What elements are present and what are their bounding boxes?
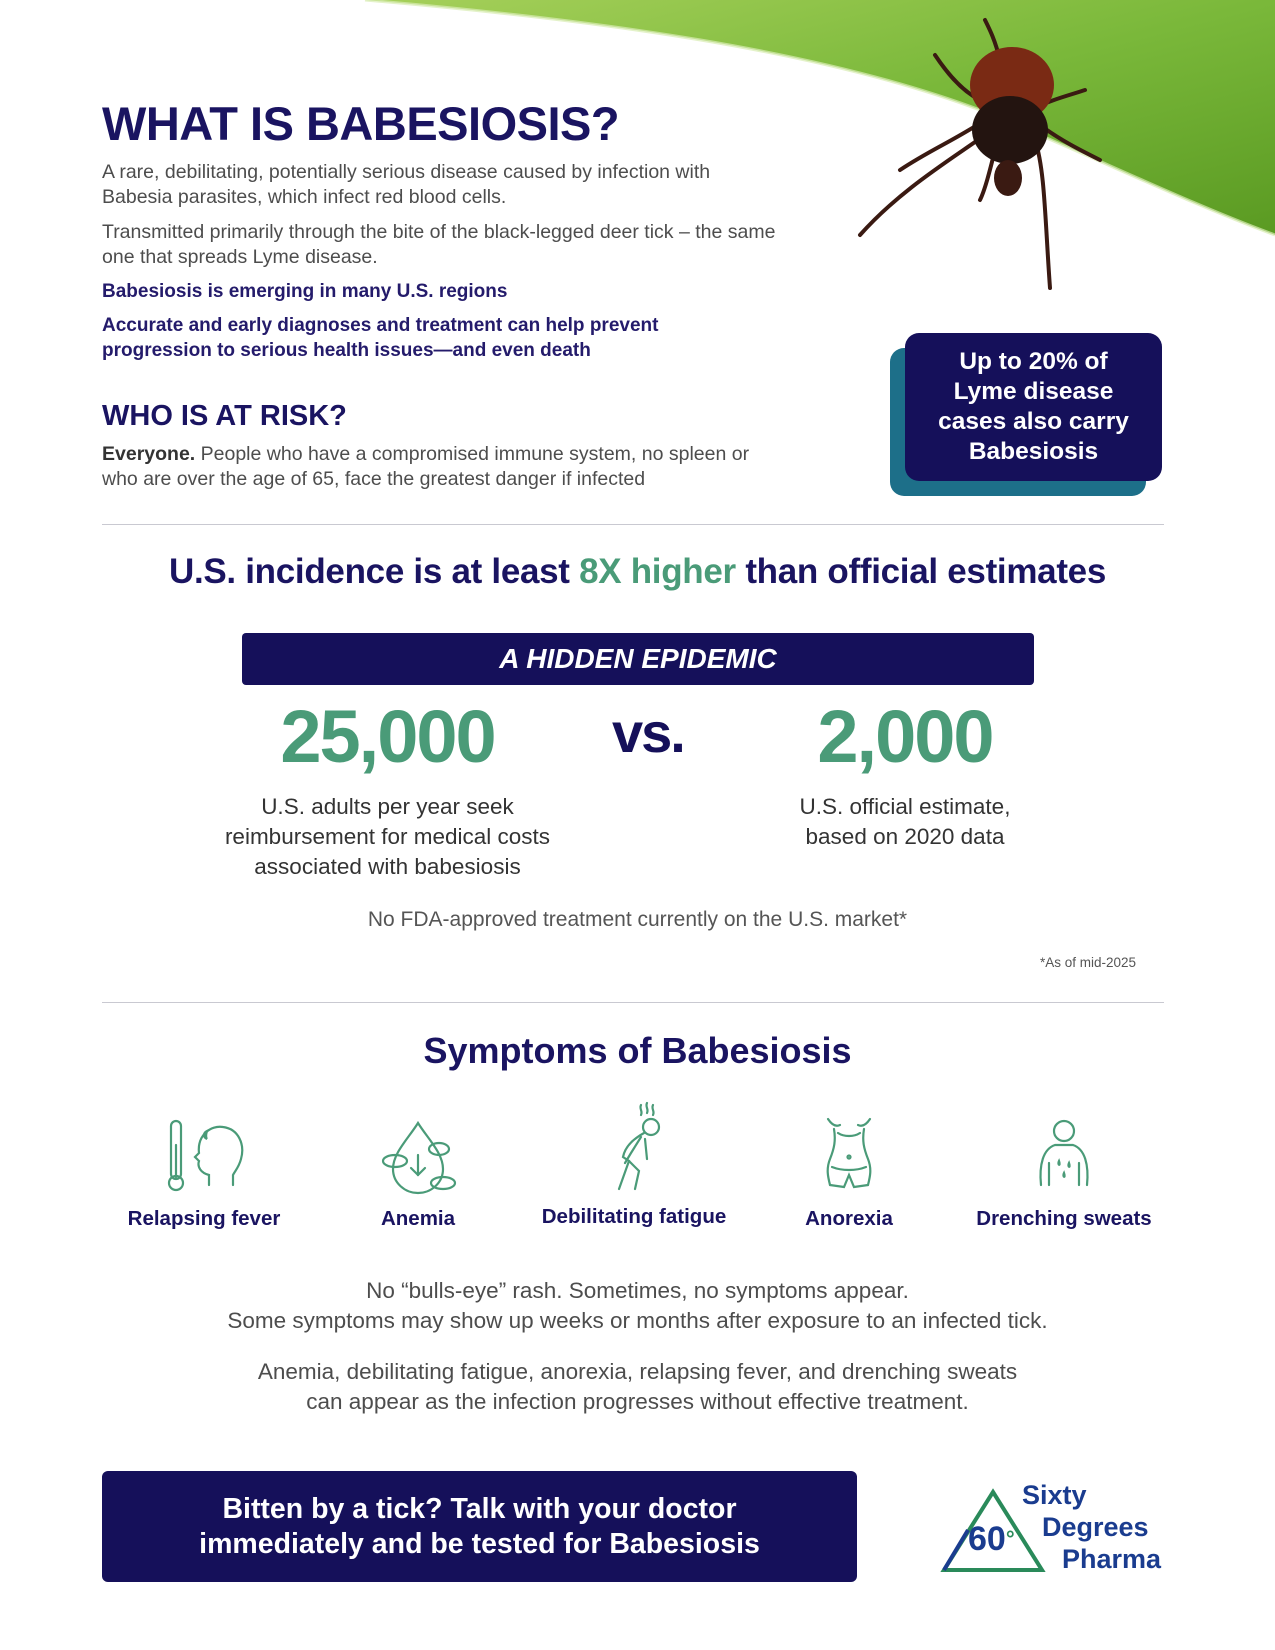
vs-label: vs. [612, 701, 684, 764]
note-line: can appear as the infection progresses without effective treatment. [306, 1389, 969, 1414]
risk-detail: People who have a compromised immune system, no spleen or who are over the age of 65, face the greatest danger if infected [102, 443, 750, 490]
incidence-before: U.S. incidence is at least [168, 552, 580, 591]
left-caption [180, 792, 595, 882]
logo-number: 60° [968, 1520, 1015, 1558]
emphasis-emerging: Babesiosis is emerging in many U.S. regions [102, 281, 508, 302]
right-caption [740, 792, 1070, 852]
incidence-after: than official estimates [735, 552, 1107, 591]
incidence-highlight: 8X higher [579, 552, 736, 591]
symptom-note-1 [0, 1276, 1275, 1336]
official-estimate-number: 2,000 [817, 695, 993, 778]
intro-paragraph-2: Transmitted primarily through the bite of the black-legged deer tick – the same one that spreads Lyme disease. [102, 221, 776, 268]
symptom-label: Anorexia [805, 1207, 893, 1230]
footnote: *As of mid-2025 [1040, 955, 1137, 970]
symptom-label: Drenching sweats [976, 1207, 1152, 1230]
lyme-coinfection-callout [905, 333, 1162, 481]
left-caption-line: associated with babesiosis [254, 854, 521, 879]
symptom-debilitating-fatigue [534, 1115, 734, 1229]
intro-paragraph-1: A rare, debilitating, potentially serious disease caused by infection with Babesia parasites, which infect red blood cells. [102, 161, 711, 208]
symptom-relapsing-fever [104, 1115, 304, 1231]
symptom-label: Debilitating fatigue [541, 1205, 727, 1228]
symptoms-heading: Symptoms of Babesiosis [423, 1030, 852, 1071]
page-title: WHAT IS BABESIOSIS? [102, 97, 620, 150]
blood-drop-icon [373, 1115, 463, 1195]
hidden-epidemic-banner: A HIDDEN EPIDEMIC [242, 633, 1034, 685]
logo-word-pharma: Pharma [1062, 1544, 1162, 1574]
right-caption-line: based on 2020 data [805, 824, 1005, 849]
callout-text: Up to 20% of Lyme disease cases also carry Babesiosis [938, 348, 1129, 465]
talk-to-doctor-cta [102, 1471, 857, 1582]
symptom-anemia [318, 1115, 518, 1231]
note-line: No “bulls-eye” rash. Sometimes, no symptoms appear. [366, 1278, 909, 1303]
divider-middle [102, 1002, 1164, 1003]
symptom-label: Relapsing fever [127, 1207, 281, 1230]
risk-heading: WHO IS AT RISK? [102, 400, 347, 432]
symptom-anorexia [749, 1115, 949, 1231]
note-line: Anemia, debilitating fatigue, anorexia, relapsing fever, and drenching sweats [257, 1359, 1018, 1384]
emphasis-early-diagnosis: Accurate and early diagnoses and treatment can help prevent progression to serious health issues—and even death [102, 315, 659, 361]
note-line: Some symptoms may show up weeks or months after exposure to an infected tick. [227, 1308, 1048, 1333]
left-caption-line: U.S. adults per year seek [261, 794, 514, 819]
logo-word-sixty: Sixty [1022, 1480, 1087, 1510]
risk-lead: Everyone. [102, 443, 196, 465]
logo-word-degrees: Degrees [1042, 1512, 1149, 1542]
sixty-degrees-pharma-logo [938, 1478, 1168, 1578]
no-fda-treatment-note: No FDA-approved treatment currently on the U.S. market* [367, 908, 908, 931]
cta-line: immediately and be tested for Babesiosis [199, 1527, 760, 1560]
symptom-note-2 [0, 1357, 1275, 1417]
cta-line: Bitten by a tick? Talk with your doctor [222, 1492, 737, 1525]
incidence-headline [0, 552, 1275, 592]
thin-torso-icon [804, 1115, 894, 1195]
sweating-person-icon [1019, 1115, 1109, 1195]
divider-top [102, 524, 1164, 525]
fatigued-person-icon [589, 1101, 679, 1193]
risk-text [102, 442, 782, 492]
right-caption-line: U.S. official estimate, [799, 794, 1011, 819]
adults-seeking-reimbursement-number: 25,000 [280, 695, 495, 778]
left-caption-line: reimbursement for medical costs [224, 824, 551, 849]
thermometer-head-icon [159, 1115, 249, 1195]
symptom-drenching-sweats [964, 1115, 1164, 1231]
symptom-label: Anemia [380, 1207, 456, 1230]
